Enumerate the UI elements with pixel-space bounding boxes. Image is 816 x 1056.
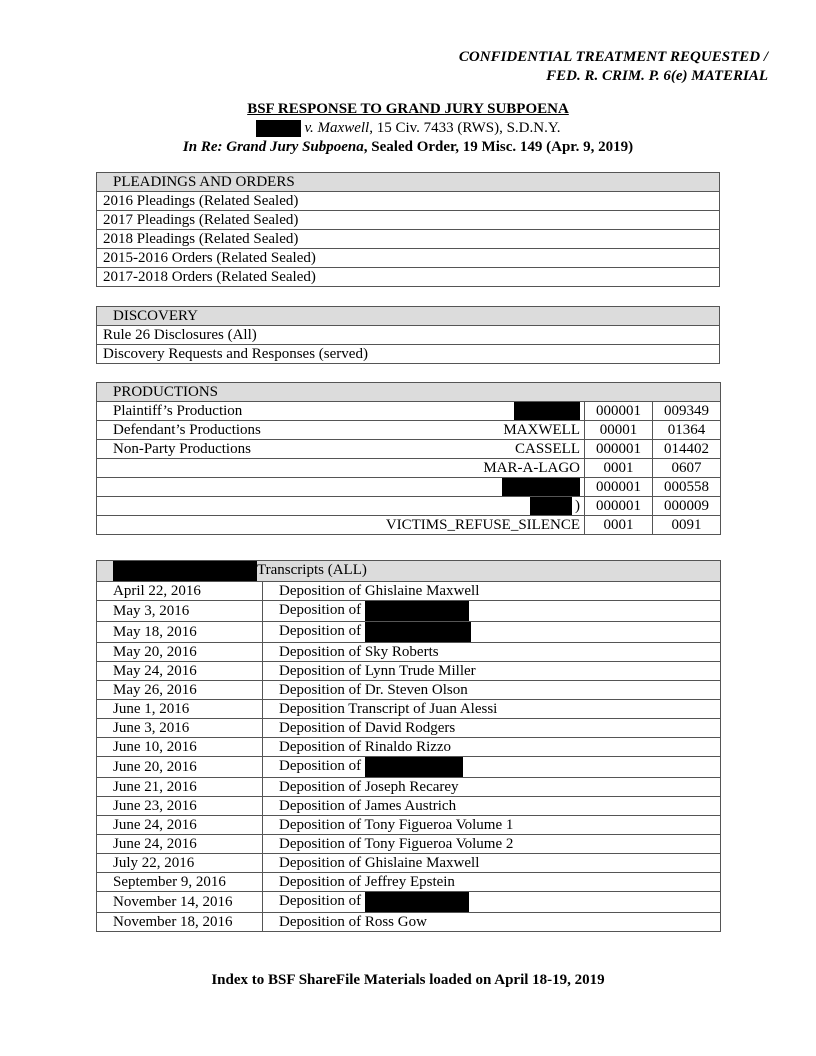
transcript-date: June 24, 2016 — [97, 835, 263, 854]
transcript-desc-cell — [263, 854, 721, 873]
table-row — [97, 440, 721, 459]
table-row — [97, 913, 721, 932]
table-row — [97, 816, 721, 835]
transcript-desc-cell — [263, 643, 721, 662]
transcript-desc: Deposition of Dr. Steven Olson — [279, 682, 468, 698]
table-row — [97, 778, 721, 797]
redaction-block — [502, 478, 580, 497]
transcript-date: May 24, 2016 — [97, 662, 263, 681]
table-row — [97, 738, 721, 757]
transcripts-heading-cell — [97, 561, 721, 582]
table-row — [97, 421, 721, 440]
transcript-date: May 20, 2016 — [97, 643, 263, 662]
transcript-date: June 10, 2016 — [97, 738, 263, 757]
table-row — [97, 582, 721, 601]
transcript-desc: Deposition of Lynn Trude Miller — [279, 663, 476, 679]
production-party: VICTIMS_REFUSE_SILENCE — [385, 517, 580, 533]
table-header-row — [97, 561, 721, 582]
table-row — [97, 211, 720, 230]
production-party: CASSELL — [514, 441, 580, 457]
table-row — [97, 757, 721, 778]
transcript-desc-cell — [263, 700, 721, 719]
table-header-row — [97, 307, 720, 326]
discovery-item: Rule 26 Disclosures (All) — [97, 326, 720, 345]
transcript-desc-cell — [263, 601, 721, 622]
redaction-block — [514, 402, 580, 421]
transcripts-table — [96, 560, 721, 932]
transcript-desc-cell — [263, 622, 721, 643]
transcript-date: June 1, 2016 — [97, 700, 263, 719]
document-title-block — [0, 100, 816, 157]
transcript-desc: Deposition of — [279, 602, 362, 618]
production-party-cell — [97, 516, 585, 535]
transcript-date: July 22, 2016 — [97, 854, 263, 873]
subpoena-caption-italic: In Re: Grand Jury Subpoena — [182, 139, 364, 155]
transcript-date: June 3, 2016 — [97, 719, 263, 738]
productions-heading: PRODUCTIONS — [97, 383, 721, 402]
table-row — [97, 681, 721, 700]
production-party: MAR-A-LAGO — [483, 460, 580, 476]
production-end: 01364 — [653, 421, 721, 440]
production-end: 000558 — [653, 478, 721, 497]
production-begin: 0001 — [585, 459, 653, 478]
transcripts-heading: Transcripts (ALL) — [257, 562, 367, 578]
transcript-date: June 23, 2016 — [97, 797, 263, 816]
transcript-desc: Deposition of Ross Gow — [279, 914, 427, 930]
production-party-cell — [97, 478, 585, 497]
redaction-block — [365, 892, 469, 912]
production-party: ) — [575, 498, 580, 514]
table-row — [97, 497, 721, 516]
table-header-row — [97, 383, 721, 402]
transcript-date: April 22, 2016 — [97, 582, 263, 601]
confidential-line-1: CONFIDENTIAL TREATMENT REQUESTED / — [458, 49, 768, 65]
production-party-cell — [97, 402, 585, 421]
transcript-desc-cell — [263, 719, 721, 738]
table-row — [97, 601, 721, 622]
transcript-desc-cell — [263, 662, 721, 681]
confidential-notice — [459, 48, 768, 86]
pleadings-item: 2016 Pleadings (Related Sealed) — [97, 192, 720, 211]
transcript-date: November 14, 2016 — [97, 892, 263, 913]
transcript-desc: Deposition of Tony Figueroa Volume 2 — [279, 836, 514, 852]
redaction-block — [256, 120, 301, 137]
production-party-cell — [97, 421, 585, 440]
table-row — [97, 892, 721, 913]
transcript-desc-cell — [263, 681, 721, 700]
transcript-desc: Deposition of Ghislaine Maxwell — [279, 583, 480, 599]
transcript-date: June 21, 2016 — [97, 778, 263, 797]
production-end: 0607 — [653, 459, 721, 478]
pleadings-item: 2018 Pleadings (Related Sealed) — [97, 230, 720, 249]
discovery-table — [96, 306, 720, 364]
transcript-date: November 18, 2016 — [97, 913, 263, 932]
transcript-desc: Deposition of Sky Roberts — [279, 644, 439, 660]
table-row — [97, 402, 721, 421]
transcript-desc-cell — [263, 582, 721, 601]
production-begin: 000001 — [585, 497, 653, 516]
case-caption-rest: , 15 Civ. 7433 (RWS), S.D.N.Y. — [369, 120, 561, 136]
transcript-desc: Deposition of — [279, 623, 362, 639]
case-caption-italic: v. Maxwell — [304, 120, 370, 136]
production-begin: 000001 — [585, 440, 653, 459]
table-row — [97, 719, 721, 738]
table-row — [97, 797, 721, 816]
production-party: MAXWELL — [503, 422, 580, 438]
production-party-cell — [97, 497, 585, 516]
table-row — [97, 700, 721, 719]
transcript-desc-cell — [263, 873, 721, 892]
transcript-date: June 20, 2016 — [97, 757, 263, 778]
transcript-desc-cell — [263, 816, 721, 835]
transcript-date: May 18, 2016 — [97, 622, 263, 643]
table-row — [97, 854, 721, 873]
transcript-desc-cell — [263, 797, 721, 816]
productions-table — [96, 382, 721, 535]
transcript-desc-cell — [263, 835, 721, 854]
transcript-desc: Deposition of Joseph Recarey — [279, 779, 459, 795]
table-row — [97, 516, 721, 535]
transcript-desc: Deposition of — [279, 758, 362, 774]
footer-caption: Index to BSF ShareFile Materials loaded on April 18-19, 2019 — [211, 972, 605, 988]
production-begin: 00001 — [585, 421, 653, 440]
pleadings-heading: PLEADINGS AND ORDERS — [97, 173, 720, 192]
transcript-date: May 26, 2016 — [97, 681, 263, 700]
pleadings-item: 2015-2016 Orders (Related Sealed) — [97, 249, 720, 268]
production-begin: 0001 — [585, 516, 653, 535]
table-row — [97, 643, 721, 662]
table-header-row — [97, 173, 720, 192]
redaction-block — [365, 622, 471, 642]
transcript-desc: Deposition of Rinaldo Rizzo — [279, 739, 452, 755]
production-end: 009349 — [653, 402, 721, 421]
table-row — [97, 662, 721, 681]
discovery-item: Discovery Requests and Responses (served) — [97, 345, 720, 364]
redaction-block — [365, 757, 463, 777]
production-party-cell — [97, 459, 585, 478]
pleadings-item: 2017 Pleadings (Related Sealed) — [97, 211, 720, 230]
production-party-cell — [97, 440, 585, 459]
transcript-desc: Deposition of James Austrich — [279, 798, 457, 814]
table-row — [97, 345, 720, 364]
table-row — [97, 249, 720, 268]
pleadings-table — [96, 172, 720, 287]
redaction-block — [113, 561, 257, 581]
production-name: Non-Party Productions — [113, 441, 251, 457]
document-title: BSF RESPONSE TO GRAND JURY SUBPOENA — [247, 101, 569, 117]
transcript-desc: Deposition of Jeffrey Epstein — [279, 874, 455, 890]
production-end: 000009 — [653, 497, 721, 516]
transcript-desc-cell — [263, 757, 721, 778]
table-row — [97, 268, 720, 287]
table-row — [97, 873, 721, 892]
production-name: Plaintiff’s Production — [113, 403, 243, 419]
confidential-line-2: FED. R. CRIM. P. 6(e) MATERIAL — [546, 68, 768, 84]
production-begin: 000001 — [585, 402, 653, 421]
production-begin: 000001 — [585, 478, 653, 497]
table-row — [97, 192, 720, 211]
table-row — [97, 326, 720, 345]
subpoena-caption — [0, 138, 816, 157]
table-row — [97, 478, 721, 497]
table-row — [97, 622, 721, 643]
redaction-block — [365, 601, 469, 621]
transcript-date: September 9, 2016 — [97, 873, 263, 892]
subpoena-caption-rest: , Sealed Order, 19 Misc. 149 (Apr. 9, 2019) — [363, 139, 634, 155]
transcript-desc: Deposition Transcript of Juan Alessi — [279, 701, 498, 717]
transcript-desc-cell — [263, 892, 721, 913]
transcript-desc: Deposition of Tony Figueroa Volume 1 — [279, 817, 514, 833]
transcript-desc: Deposition of Ghislaine Maxwell — [279, 855, 480, 871]
table-row — [97, 835, 721, 854]
production-end: 0091 — [653, 516, 721, 535]
discovery-heading: DISCOVERY — [97, 307, 720, 326]
table-row — [97, 230, 720, 249]
transcript-date: May 3, 2016 — [97, 601, 263, 622]
transcript-desc-cell — [263, 778, 721, 797]
transcript-date: June 24, 2016 — [97, 816, 263, 835]
redaction-block — [530, 497, 572, 516]
transcript-desc: Deposition of — [279, 893, 362, 909]
production-name: Defendant’s Productions — [113, 422, 261, 438]
pleadings-item: 2017-2018 Orders (Related Sealed) — [97, 268, 720, 287]
case-caption — [0, 119, 816, 138]
production-end: 014402 — [653, 440, 721, 459]
table-row — [97, 459, 721, 478]
transcript-desc-cell — [263, 913, 721, 932]
transcript-desc: Deposition of David Rodgers — [279, 720, 456, 736]
transcript-desc-cell — [263, 738, 721, 757]
